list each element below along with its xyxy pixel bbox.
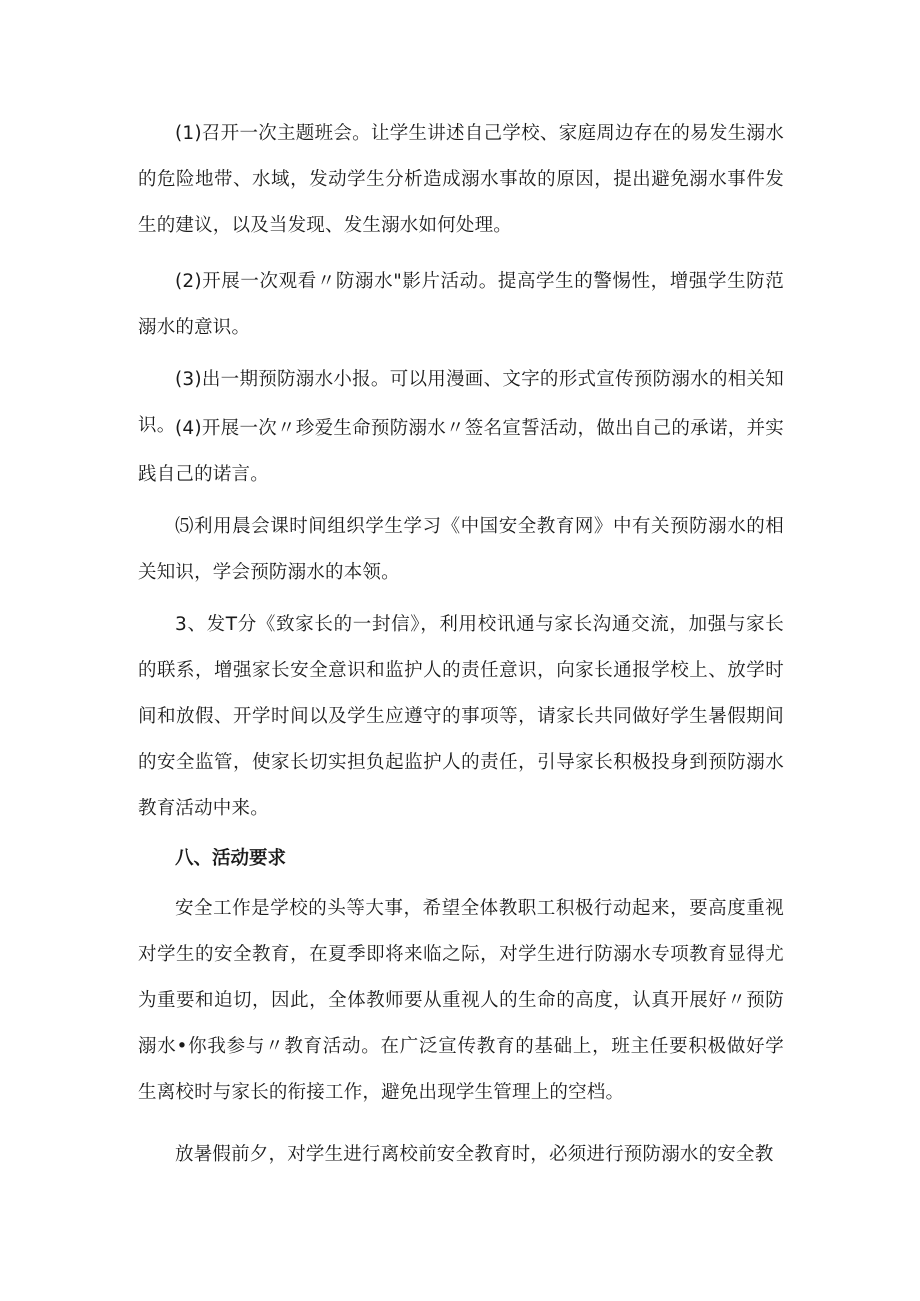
paragraph-signature-pledge: (4)开展一次〃珍爱生命预防溺水〃签名宣誓活动，做出自己的承诺，并实践自己的诺言。: [138, 418, 784, 485]
paragraph-morning-study: ⑸利用晨会课时间组织学生学习《中国安全教育网》中有关预防溺水的相关知识，学会预防溺水的本领。: [138, 516, 784, 583]
paragraph-class-meeting: (1)召开一次主题班会。让学生讲述自己学校、家庭周边存在的易发生溺水的危险地带、水域，发动学生分析造成溺水事故的原因，提出避免溺水事件发生的建议，以及当发现、发生溺水如何处理。: [138, 123, 784, 236]
paragraph-parent-letter: 3、发T分《致家长的一封信》，利用校讯通与家长沟通交流，加强与家长的联系，增强家长安全意识和监护人的责任意识，向家长通报学校上、放学时间和放假、开学时间以及学生应遵守的事项等，请家长共同做好学生暑假期间的安全监管，使家长切实担负起监护人的责任，引导家长积极投身到预防溺水教育活动中来。: [138, 614, 784, 819]
section-heading-requirements: 八、活动要求: [175, 848, 287, 869]
paragraph-newsletter: (3)出一期预防溺水小报。可以用漫画、文字的形式宣传预防溺水的相关知识。: [138, 369, 784, 436]
paragraph-pre-holiday: 放暑假前夕，对学生进行离校前安全教育时，必须进行预防溺水的安全教: [175, 1144, 774, 1165]
paragraph-film-activity: (2)开展一次观看〃防溺水"影片活动。提高学生的警惕性，增强学生防范溺水的意识。: [138, 271, 784, 338]
paragraph-requirements: 安全工作是学校的头等大事，希望全体教职工积极行动起来，要高度重视对学生的安全教育，在夏季即将来临之际，对学生进行防溺水专项教育显得尤为重要和迫切，因此，全体教师要从重视人的生命的高度，认真开展好〃预防溺水•你我参与〃教育活动。在广泛宣传教育的基础上，班主任要积极做好学生离校时与家长的衔接工作，避免出现学生管理上的空档。: [138, 898, 784, 1103]
